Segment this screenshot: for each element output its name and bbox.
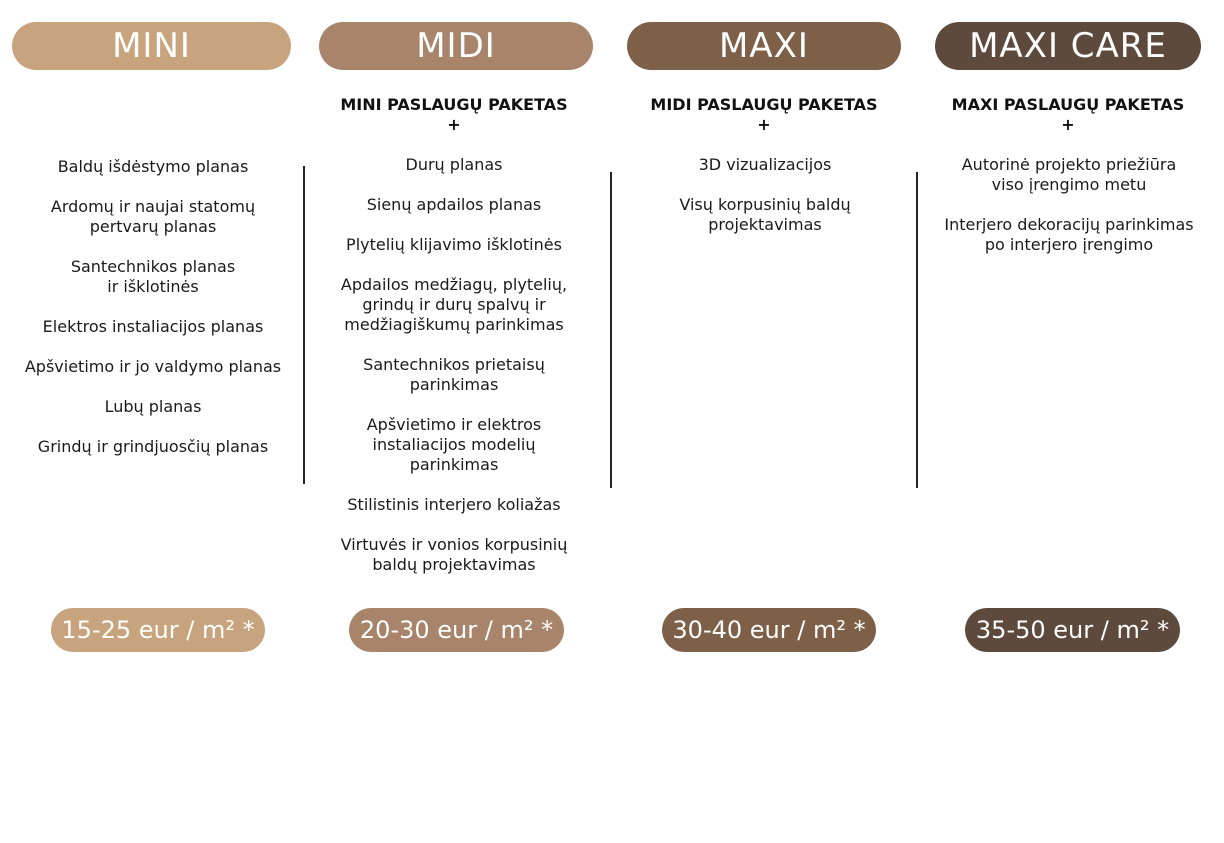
- subhead-text: MIDI PASLAUGŲ PAKETAS: [650, 95, 878, 114]
- price-badge-mini: 15-25 eur / m² *: [51, 608, 265, 652]
- list-item: Sienų apdailos planas: [366, 195, 542, 214]
- column-divider: [610, 172, 612, 488]
- list-item: Plytelių klijavimo išklotinės: [346, 235, 562, 254]
- list-item: Durų planas: [405, 155, 503, 174]
- subhead-plus: +: [447, 115, 461, 134]
- subhead-plus: +: [757, 115, 771, 134]
- subhead-plus: +: [1061, 115, 1075, 134]
- price-badge-maxi: 30-40 eur / m² *: [662, 608, 876, 652]
- list-item: Baldų išdėstymo planas: [57, 157, 249, 176]
- list-item: Apšvietimo ir jo valdymo planas: [24, 357, 282, 376]
- column-divider: [303, 166, 305, 484]
- list-item: Stilistinis interjero koliažas: [347, 495, 561, 514]
- package-title-midi: MIDI: [319, 22, 593, 70]
- list-item: Lubų planas: [104, 397, 202, 416]
- list-item: Apšvietimo ir elektros instaliacijos modelių parinkimas: [366, 415, 542, 474]
- package-title-mini: MINI: [12, 22, 291, 70]
- feature-list-mini: [12, 157, 294, 477]
- list-item: Elektros instaliacijos planas: [42, 317, 264, 336]
- list-item: Visų korpusinių baldų projektavimas: [679, 195, 851, 234]
- feature-list-maxi-care: [924, 155, 1214, 275]
- package-includes-maxi: [627, 95, 901, 135]
- subhead-text: MINI PASLAUGŲ PAKETAS: [340, 95, 568, 114]
- price-badge-midi: 20-30 eur / m² *: [349, 608, 564, 652]
- list-item: Santechnikos planas ir išklotinės: [70, 257, 236, 296]
- package-includes-midi: [319, 95, 589, 135]
- package-title-maxi-care: MAXI CARE: [935, 22, 1201, 70]
- feature-list-midi: [312, 155, 596, 595]
- list-item: Autorinė projekto priežiūra viso įrengimo metu: [961, 155, 1177, 194]
- list-item: Apdailos medžiagų, plytelių, grindų ir durų spalvų ir medžiagiškumų parinkimas: [340, 275, 568, 334]
- list-item: Ardomų ir naujai statomų pertvarų planas: [50, 197, 256, 236]
- price-badge-maxi-care: 35-50 eur / m² *: [965, 608, 1180, 652]
- subhead-text: MAXI PASLAUGŲ PAKETAS: [951, 95, 1185, 114]
- list-item: 3D vizualizacijos: [698, 155, 832, 174]
- feature-list-maxi: [622, 155, 908, 255]
- column-divider: [916, 172, 918, 488]
- package-includes-maxi-care: [935, 95, 1201, 135]
- list-item: Interjero dekoracijų parinkimas po interjero įrengimo: [944, 215, 1194, 254]
- list-item: Santechnikos prietaisų parinkimas: [363, 355, 545, 394]
- list-item: Grindų ir grindjuosčių planas: [37, 437, 269, 456]
- list-item: Virtuvės ir vonios korpusinių baldų projektavimas: [340, 535, 568, 574]
- package-title-maxi: MAXI: [627, 22, 901, 70]
